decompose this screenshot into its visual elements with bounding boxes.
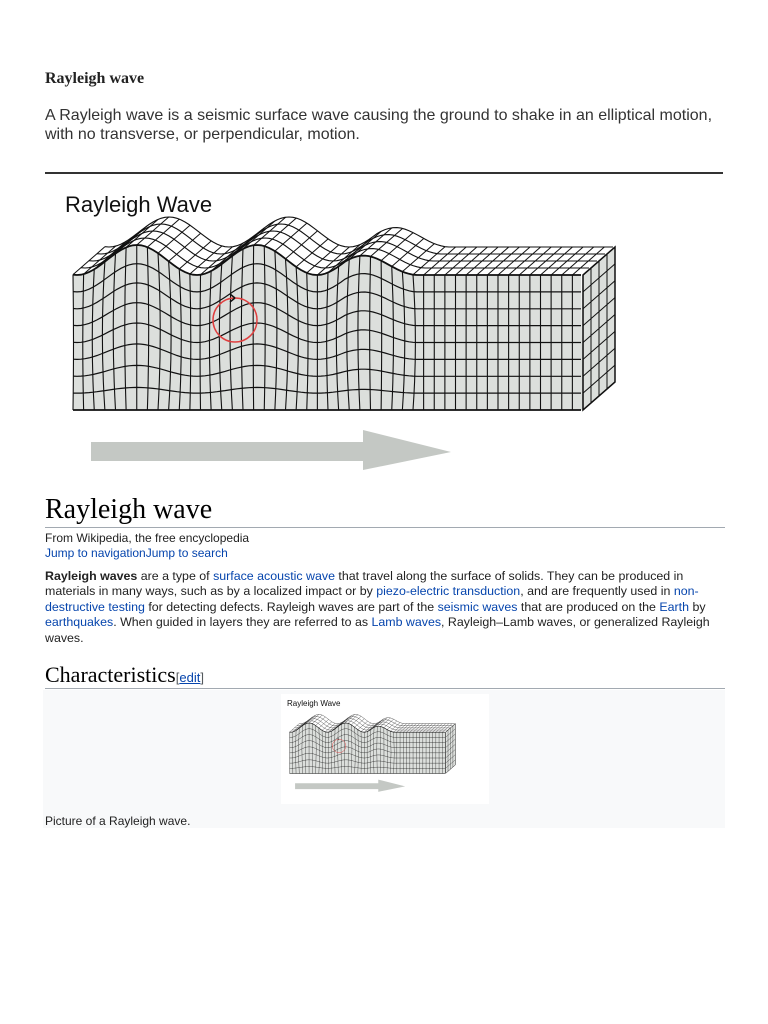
jump-links <box>45 546 228 560</box>
section-title: Characteristics <box>45 662 176 687</box>
link-piezo-electric-transduction[interactable]: piezo-electric transduction <box>376 584 521 599</box>
rayleigh-wave-diagram <box>45 180 725 480</box>
edit-bracket: [ <box>175 670 180 685</box>
paragraph-text: that are produced on the <box>517 599 660 614</box>
intro-text: A Rayleigh wave is a seismic surface wave causing the ground to shake in an elliptical motion, with no transverse, or perpendicular, motion. <box>45 107 713 143</box>
paragraph-text: by <box>689 599 706 614</box>
thumbnail-box <box>43 690 725 828</box>
link-earthquakes[interactable]: earthquakes <box>45 615 114 630</box>
article-title: Rayleigh wave <box>45 494 213 525</box>
thumbnail-diagram <box>281 694 489 804</box>
paragraph-text: , Rayleigh–Lamb waves, or generalized Rayleigh waves. <box>45 615 710 645</box>
paragraph-text: , and are frequently used in <box>520 584 674 599</box>
link-surface-acoustic-wave[interactable]: surface acoustic wave <box>213 569 335 583</box>
section-divider <box>45 688 725 689</box>
rayleigh-wave-figure <box>45 180 725 480</box>
edit-link[interactable]: edit <box>179 670 201 685</box>
thumbnail-image[interactable] <box>281 694 489 804</box>
paragraph-text: for detecting defects. Rayleigh waves are part of the <box>144 599 438 614</box>
link-seismic-waves[interactable]: seismic waves <box>437 599 518 614</box>
link-earth[interactable]: Earth <box>659 599 689 614</box>
divider <box>45 172 723 174</box>
jump-to-navigation-link[interactable]: Jump to navigation <box>45 546 146 560</box>
paragraph-text: . When guided in layers they are referred to as <box>113 615 372 630</box>
intro-paragraph <box>45 569 725 646</box>
term-bold: Rayleigh waves <box>45 569 138 583</box>
tagline: From Wikipedia, the free encyclopedia <box>45 531 250 545</box>
paragraph-text: are a type of <box>137 569 214 583</box>
thumbnail-label: Rayleigh Wave <box>287 699 341 708</box>
link-lamb-waves[interactable]: Lamb waves <box>371 615 442 630</box>
edit-bracket: ] <box>200 670 204 685</box>
section-heading <box>45 662 204 688</box>
thumbnail-caption: Picture of a Rayleigh wave. <box>45 814 191 828</box>
title-divider <box>45 527 725 528</box>
jump-to-search-link[interactable]: Jump to search <box>145 546 228 560</box>
figure-label: Rayleigh Wave <box>65 192 213 217</box>
link-non-destructive-testing[interactable]: non-destructive testing <box>45 584 699 614</box>
paragraph-text: that travel along the surface of solids. They can be produced in materials in many ways, such as by a localized impact or by <box>45 569 684 599</box>
page-heading: Rayleigh wave <box>45 70 145 87</box>
